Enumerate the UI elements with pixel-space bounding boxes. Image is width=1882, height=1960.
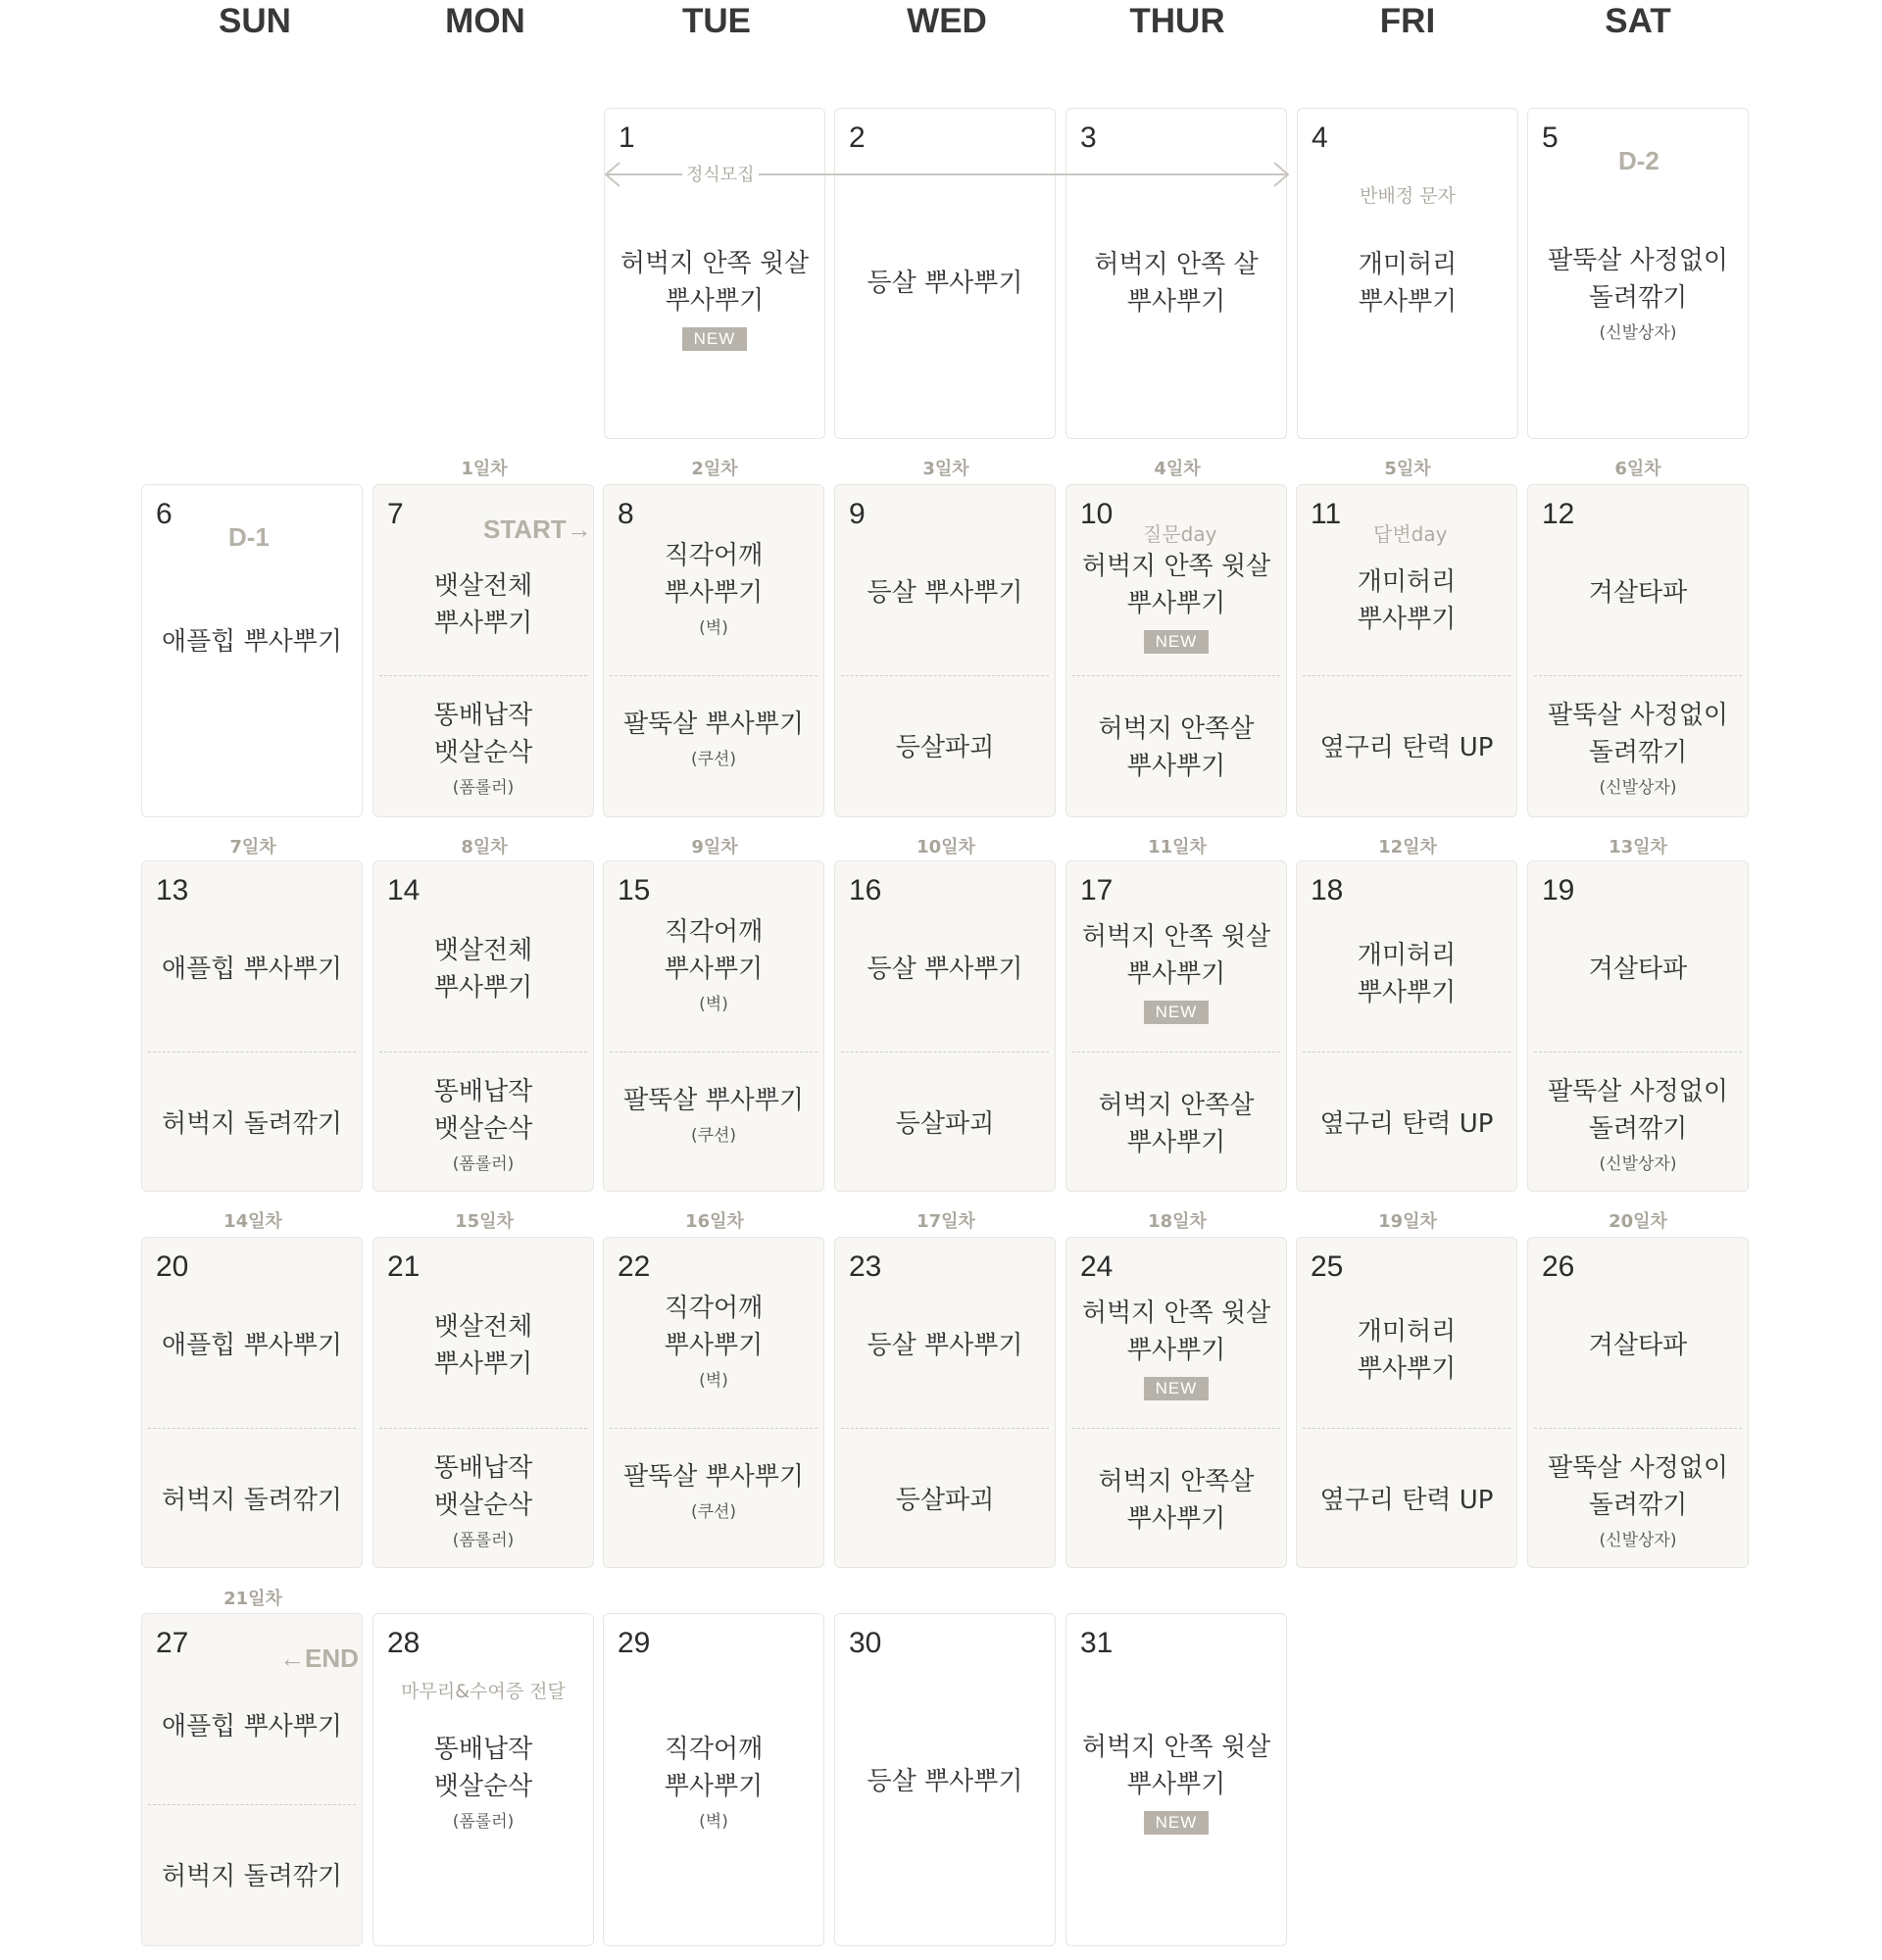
- date-number: 29: [618, 1627, 651, 1659]
- activity-slot: [142, 1055, 362, 1193]
- activity-slot: [1528, 1287, 1748, 1404]
- day-count-label: 6일차: [1614, 459, 1661, 479]
- day-count-label: 17일차: [916, 1211, 975, 1232]
- activity-slot: [604, 1055, 823, 1173]
- activity-text: 등살 뿌사뿌기: [867, 955, 1023, 984]
- slot-divider: [841, 1428, 1049, 1429]
- activity-slot: [1297, 1432, 1516, 1569]
- half-text-label: 반배정 문자: [1360, 185, 1456, 207]
- activity-text: 애플힙 뿌사뿌기: [161, 955, 343, 984]
- day-count-label: 1일차: [461, 459, 508, 479]
- activity-slot: [604, 1432, 823, 1549]
- activity-slot: [373, 544, 593, 665]
- slot-divider: [841, 675, 1049, 676]
- slot-divider: [1534, 675, 1742, 676]
- date-number: 22: [618, 1250, 651, 1283]
- day-cell-21[interactable]: [372, 1237, 594, 1568]
- activity-slot: [604, 891, 823, 1038]
- day-count-label: 16일차: [685, 1211, 744, 1232]
- day-cell-17[interactable]: [1065, 860, 1287, 1192]
- date-number: 27: [156, 1627, 189, 1659]
- day-count-label: 18일차: [1148, 1211, 1207, 1232]
- day-cell-11[interactable]: [1296, 484, 1517, 817]
- day-cell-4[interactable]: [1297, 108, 1518, 439]
- day-cell-5[interactable]: [1527, 108, 1749, 439]
- day-cell-27[interactable]: [141, 1613, 363, 1946]
- activity-text: 겨살타파: [1588, 1331, 1688, 1360]
- day-count-label: 7일차: [229, 837, 276, 858]
- weekday-fri: FRI: [1379, 2, 1436, 40]
- date-number: 11: [1311, 498, 1342, 530]
- activity-slot: [373, 1287, 593, 1404]
- activity-text: 허벅지 돌려깎기: [161, 1109, 343, 1139]
- day-count-label: 21일차: [223, 1589, 282, 1609]
- activity-text: 팔뚝살 뿌사뿌기: [622, 1086, 805, 1115]
- activity-text: 허벅지 안쪽살 뿌사뿌기: [1098, 1467, 1255, 1534]
- date-number: 28: [387, 1627, 421, 1659]
- day-count-label: 2일차: [691, 459, 738, 479]
- slot-divider: [841, 1052, 1049, 1053]
- activity-text: 허벅지 돌려깎기: [161, 1862, 343, 1891]
- slot-divider: [1072, 1052, 1280, 1053]
- activity-slot: [835, 224, 1055, 342]
- activity-slot: [1297, 1055, 1516, 1193]
- activity-text: 옆구리 탄력 UP: [1319, 1109, 1494, 1139]
- activity-slot: [1066, 540, 1286, 662]
- activity-slot: [1066, 905, 1286, 1038]
- day-count-label: 19일차: [1378, 1211, 1437, 1232]
- activity-text: 팔뚝살 사정없이 돌려깎기: [1547, 246, 1729, 313]
- day-count-label: 11일차: [1148, 837, 1207, 858]
- equipment-note: (벽): [699, 1812, 728, 1832]
- activity-text: 허벅지 안쪽 살 뿌사뿌기: [1094, 250, 1259, 317]
- equipment-note: (쿠션): [690, 1126, 737, 1146]
- activity-slot: [605, 224, 824, 371]
- activity-text: 팔뚝살 사정없이 돌려깎기: [1547, 1077, 1729, 1144]
- activity-slot: [1297, 910, 1516, 1038]
- activity-text: 등살파괴: [895, 733, 995, 762]
- equipment-note: (쿠션): [690, 1502, 737, 1522]
- date-number: 13: [156, 874, 189, 906]
- day-cell-9[interactable]: [834, 484, 1056, 817]
- activity-text: 겨살타파: [1588, 578, 1688, 608]
- date-number: 10: [1080, 498, 1114, 530]
- day-count-label: 3일차: [922, 459, 969, 479]
- activity-slot: [1528, 1055, 1748, 1193]
- activity-text: 직각어깨 뿌사뿌기: [664, 541, 764, 608]
- weekday-mon: MON: [445, 2, 525, 40]
- day-cell-25[interactable]: [1296, 1237, 1517, 1568]
- activity-slot: [142, 1287, 362, 1404]
- activity-slot: [1528, 679, 1748, 816]
- date-number: 26: [1542, 1250, 1575, 1283]
- date-number: 7: [387, 498, 404, 530]
- day-cell-24[interactable]: [1065, 1237, 1287, 1568]
- day-cell-29[interactable]: [603, 1613, 824, 1946]
- activity-slot: [835, 1432, 1055, 1569]
- date-number: 12: [1542, 498, 1575, 530]
- recruit-period-arrow: [602, 157, 1292, 192]
- activity-slot: [373, 1432, 593, 1569]
- activity-text: 똥배납작 뱃살순삭: [433, 1735, 533, 1801]
- activity-slot: [1528, 1432, 1748, 1569]
- day-cell-28[interactable]: [372, 1613, 594, 1946]
- activity-slot: [1066, 1708, 1286, 1855]
- day-count-label: 12일차: [1378, 837, 1437, 858]
- question-day-label: 질문day: [1143, 522, 1217, 546]
- day-count-label: 10일차: [916, 837, 975, 858]
- recruit-label: 정식모집: [682, 161, 759, 186]
- date-number: 20: [156, 1250, 189, 1283]
- activity-text: 개미허리 뿌사뿌기: [1357, 1317, 1457, 1384]
- activity-slot: [142, 910, 362, 1028]
- day-cell-13[interactable]: [141, 860, 363, 1192]
- activity-slot: [1298, 224, 1517, 342]
- equipment-note: (폼롤러): [452, 1154, 515, 1174]
- slot-divider: [1534, 1052, 1742, 1053]
- activity-text: 팔뚝살 뿌사뿌기: [622, 710, 805, 739]
- activity-text: 똥배납작 뱃살순삭: [433, 701, 533, 767]
- date-number: 6: [156, 498, 173, 530]
- activity-slot: [373, 910, 593, 1028]
- day-count-label: 15일차: [455, 1211, 514, 1232]
- date-number: 31: [1080, 1627, 1114, 1659]
- activity-text: 직각어깨 뿌사뿌기: [664, 917, 764, 984]
- date-number: 17: [1080, 874, 1114, 906]
- activity-slot: [835, 910, 1055, 1028]
- date-number: 1: [619, 122, 635, 154]
- activity-text: 똥배납작 뱃살순삭: [433, 1077, 533, 1144]
- activity-slot: [1528, 910, 1748, 1028]
- slot-divider: [1303, 675, 1511, 676]
- activity-slot: [604, 679, 823, 797]
- day-cell-22[interactable]: [603, 1237, 824, 1568]
- date-number: 15: [618, 874, 651, 906]
- weekday-tue: TUE: [682, 2, 751, 40]
- day-cell-10[interactable]: [1065, 484, 1287, 817]
- date-number: 16: [849, 874, 882, 906]
- activity-text: 등살파괴: [895, 1109, 995, 1139]
- activity-text: 직각어깨 뿌사뿌기: [664, 1294, 764, 1360]
- slot-divider: [1303, 1428, 1511, 1429]
- slot-divider: [610, 1428, 817, 1429]
- date-number: 2: [849, 122, 866, 154]
- weekday-wed: WED: [907, 2, 987, 40]
- activity-slot: [835, 1055, 1055, 1193]
- equipment-note: (쿠션): [690, 750, 737, 769]
- activity-text: 등살파괴: [895, 1486, 995, 1515]
- d-minus-1-label: D-1: [228, 522, 270, 552]
- activity-text: 똥배납작 뱃살순삭: [433, 1453, 533, 1520]
- activity-slot: [1528, 534, 1748, 652]
- activity-text: 허벅지 돌려깎기: [161, 1486, 343, 1515]
- new-badge: NEW: [1144, 1001, 1210, 1024]
- day-cell-19[interactable]: [1527, 860, 1749, 1192]
- day-cell-30[interactable]: [834, 1613, 1056, 1946]
- day-cell-14[interactable]: [372, 860, 594, 1192]
- equipment-note: (벽): [699, 995, 728, 1014]
- wrapup-label: 마무리&수여증 전달: [401, 1681, 566, 1702]
- start-label: START→: [483, 514, 592, 544]
- date-number: 9: [849, 498, 866, 530]
- day-cell-12[interactable]: [1527, 484, 1749, 817]
- day-count-label: 4일차: [1154, 459, 1201, 479]
- date-number: 23: [849, 1250, 882, 1283]
- activity-text: 팔뚝살 뿌사뿌기: [622, 1462, 805, 1492]
- day-cell-8[interactable]: [603, 484, 824, 817]
- activity-text: 뱃살전체 뿌사뿌기: [433, 1312, 533, 1379]
- day-count-label: 5일차: [1384, 459, 1431, 479]
- answer-day-label: 답변day: [1373, 522, 1448, 546]
- date-number: 5: [1542, 122, 1559, 154]
- weekday-sun: SUN: [219, 2, 291, 40]
- activity-slot: [142, 1663, 362, 1790]
- equipment-note: (폼롤러): [452, 1531, 515, 1550]
- day-cell-6[interactable]: [141, 484, 363, 817]
- new-badge: NEW: [682, 327, 748, 351]
- day-cell-20[interactable]: [141, 1237, 363, 1568]
- day-count-label: 8일차: [461, 837, 508, 858]
- day-cell-7[interactable]: [372, 484, 594, 817]
- day-cell-15[interactable]: [603, 860, 824, 1192]
- equipment-note: (벽): [699, 1371, 728, 1391]
- activity-text: 허벅지 안쪽 윗살 뿌사뿌기: [1081, 552, 1271, 618]
- activity-slot: [142, 1808, 362, 1945]
- activity-text: 팔뚝살 사정없이 돌려깎기: [1547, 701, 1729, 767]
- activity-text: 허벅지 안쪽 윗살 뿌사뿌기: [619, 249, 810, 316]
- slot-divider: [1534, 1428, 1742, 1429]
- new-badge: NEW: [1144, 630, 1210, 654]
- activity-slot: [1066, 679, 1286, 816]
- day-count-label: 9일차: [691, 837, 738, 858]
- equipment-note: (신발상자): [1599, 1154, 1677, 1174]
- activity-text: 등살 뿌사뿌기: [867, 1331, 1023, 1360]
- day-cell-26[interactable]: [1527, 1237, 1749, 1568]
- date-number: 4: [1312, 122, 1328, 154]
- activity-slot: [835, 534, 1055, 652]
- date-number: 21: [387, 1250, 421, 1283]
- activity-slot: [1297, 1287, 1516, 1414]
- activity-text: 허벅지 안쪽 윗살 뿌사뿌기: [1081, 1733, 1271, 1799]
- slot-divider: [610, 675, 817, 676]
- equipment-note: (폼롤러): [452, 1812, 515, 1832]
- activity-slot: [373, 1708, 593, 1855]
- date-number: 24: [1080, 1250, 1114, 1283]
- day-count-label: 14일차: [223, 1211, 282, 1232]
- activity-text: 개미허리 뿌사뿌기: [1357, 941, 1457, 1007]
- activity-text: 허벅지 안쪽살 뿌사뿌기: [1098, 1091, 1255, 1157]
- activity-text: 애플힙 뿌사뿌기: [161, 1712, 343, 1741]
- activity-slot: [604, 514, 823, 662]
- activity-text: 허벅지 안쪽살 뿌사뿌기: [1098, 714, 1255, 781]
- slot-divider: [610, 1052, 817, 1053]
- activity-text: 개미허리 뿌사뿌기: [1357, 567, 1457, 634]
- activity-slot: [373, 679, 593, 816]
- date-number: 14: [387, 874, 421, 906]
- activity-text: 팔뚝살 사정없이 돌려깎기: [1547, 1453, 1729, 1520]
- slot-divider: [148, 1428, 356, 1429]
- day-count-label: 20일차: [1609, 1211, 1667, 1232]
- activity-text: 등살 뿌사뿌기: [867, 269, 1023, 298]
- date-number: 25: [1311, 1250, 1344, 1283]
- date-number: 8: [618, 498, 634, 530]
- d-minus-2-label: D-2: [1618, 146, 1659, 175]
- activity-slot: [373, 1055, 593, 1193]
- activity-slot: [1066, 1432, 1286, 1569]
- activity-text: 애플힙 뿌사뿌기: [161, 627, 343, 657]
- activity-slot: [835, 1287, 1055, 1404]
- slot-divider: [1072, 1428, 1280, 1429]
- equipment-note: (신발상자): [1599, 778, 1677, 798]
- activity-slot: [1066, 1281, 1286, 1414]
- activity-text: 직각어깨 뿌사뿌기: [664, 1735, 764, 1801]
- equipment-note: (폼롤러): [452, 778, 515, 798]
- activity-slot: [604, 1267, 823, 1414]
- day-cell-23[interactable]: [834, 1237, 1056, 1568]
- activity-text: 옆구리 탄력 UP: [1319, 1486, 1494, 1515]
- slot-divider: [148, 1052, 356, 1053]
- activity-slot: [1528, 224, 1748, 362]
- activity-slot: [142, 564, 362, 720]
- activity-slot: [604, 1708, 823, 1855]
- activity-text: 옆구리 탄력 UP: [1319, 733, 1494, 762]
- equipment-note: (벽): [699, 618, 728, 638]
- weekday-thur: THUR: [1129, 2, 1225, 40]
- slot-divider: [1072, 675, 1280, 676]
- day-cell-31[interactable]: [1065, 1613, 1287, 1946]
- activity-slot: [1066, 1055, 1286, 1193]
- date-number: 18: [1311, 874, 1344, 906]
- day-cell-16[interactable]: [834, 860, 1056, 1192]
- activity-text: 겨살타파: [1588, 955, 1688, 984]
- date-number: 30: [849, 1627, 882, 1659]
- activity-text: 등살 뿌사뿌기: [867, 1767, 1023, 1796]
- activity-slot: [142, 1432, 362, 1569]
- equipment-note: (신발상자): [1599, 323, 1677, 343]
- date-number: 19: [1542, 874, 1575, 906]
- activity-slot: [1066, 224, 1286, 342]
- activity-slot: [835, 679, 1055, 816]
- activity-text: 애플힙 뿌사뿌기: [161, 1331, 343, 1360]
- activity-slot: [1297, 540, 1516, 662]
- activity-text: 뱃살전체 뿌사뿌기: [433, 571, 533, 638]
- slot-divider: [379, 1052, 587, 1053]
- date-number: 3: [1080, 122, 1097, 154]
- weekday-sat: SAT: [1605, 2, 1671, 40]
- slot-divider: [379, 1428, 587, 1429]
- activity-text: 허벅지 안쪽 윗살 뿌사뿌기: [1081, 1298, 1271, 1365]
- activity-text: 등살 뿌사뿌기: [867, 578, 1023, 608]
- equipment-note: (신발상자): [1599, 1531, 1677, 1550]
- activity-text: 개미허리 뿌사뿌기: [1358, 250, 1458, 317]
- new-badge: NEW: [1144, 1377, 1210, 1400]
- slot-divider: [148, 1804, 356, 1805]
- activity-slot: [1297, 679, 1516, 816]
- day-count-label: 13일차: [1609, 837, 1667, 858]
- activity-slot: [835, 1708, 1055, 1855]
- slot-divider: [1303, 1052, 1511, 1053]
- activity-text: 뱃살전체 뿌사뿌기: [433, 936, 533, 1003]
- day-cell-18[interactable]: [1296, 860, 1517, 1192]
- new-badge: NEW: [1144, 1811, 1210, 1835]
- slot-divider: [379, 675, 587, 676]
- end-label: ←END: [279, 1643, 359, 1673]
- activity-text: 허벅지 안쪽 윗살 뿌사뿌기: [1081, 922, 1271, 989]
